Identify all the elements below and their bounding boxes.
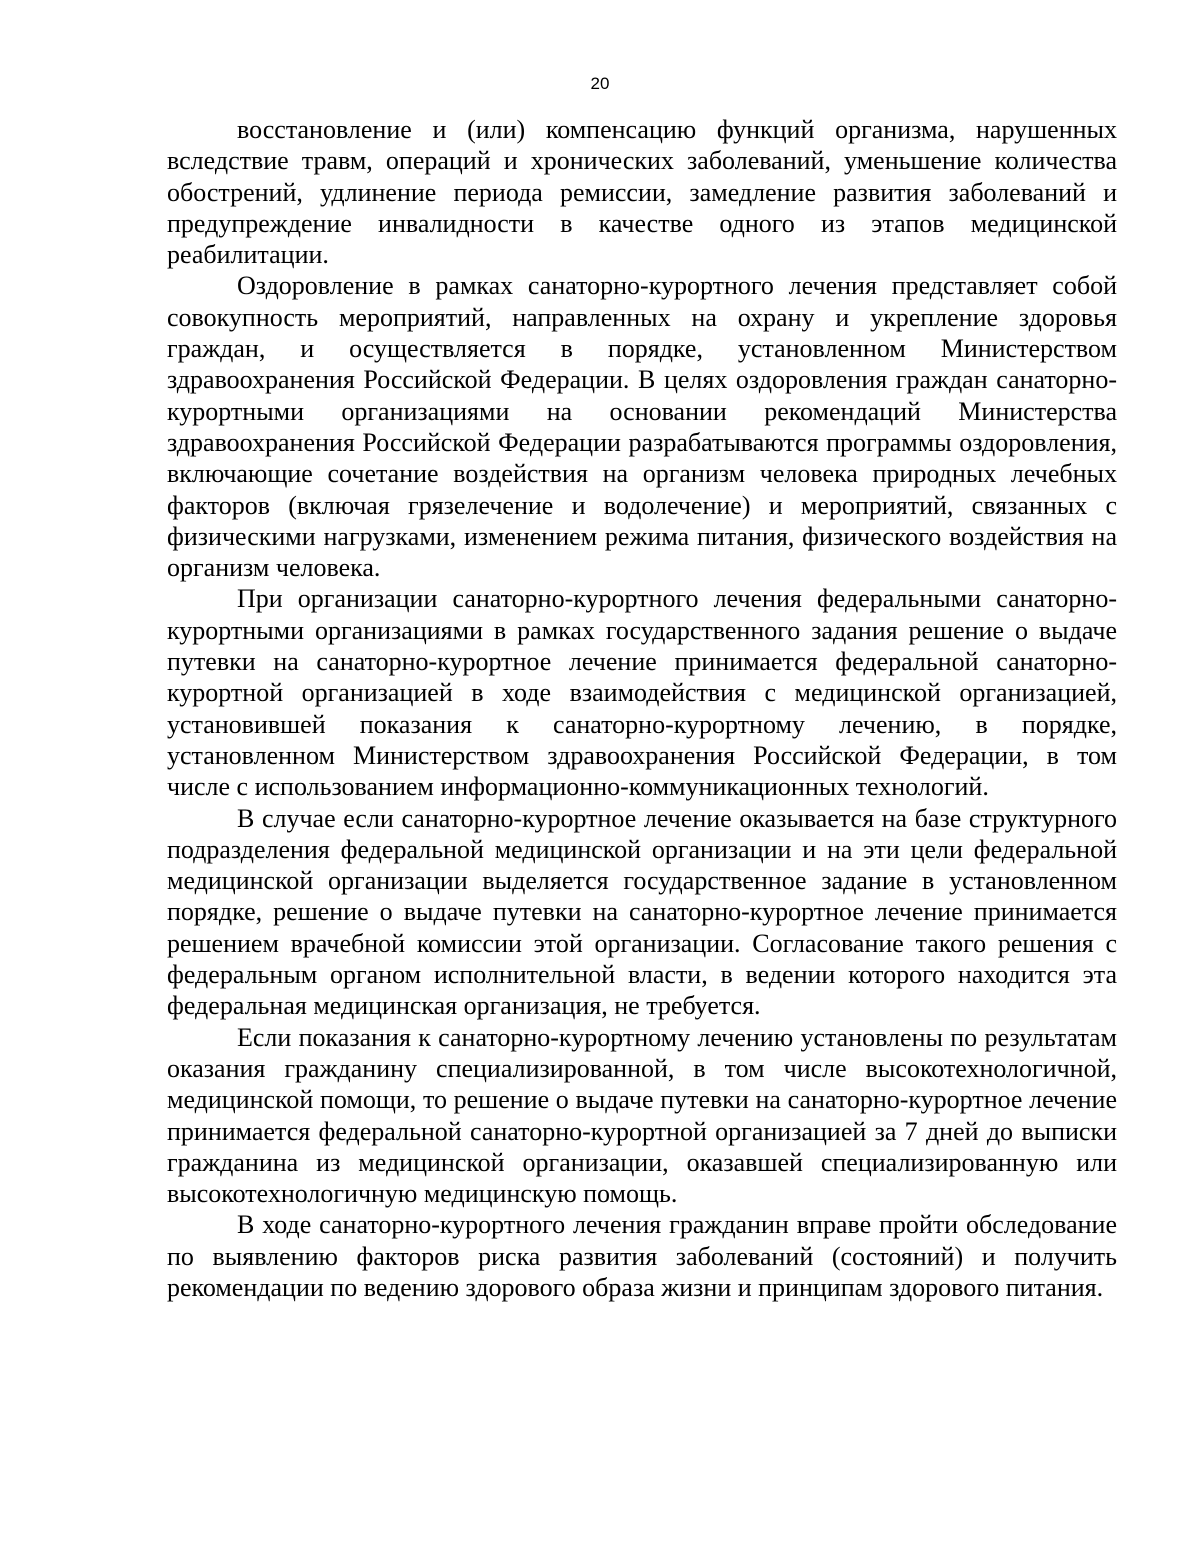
paragraph-specialized-care: Если показания к санаторно-курортному лечению установлены по результатам оказания гражданину специализированной, в том числе высокотехнологичной, медицинской помощи, то решение о выдаче путевки на санаторно-курортное лечение принимается федеральной санаторно-курортной организацией за 7 дней до выписки гражданина из медицинской организации, оказавшей специализированную или высокотехнологичную медицинскую помощь. (167, 1022, 1117, 1209)
document-body (167, 114, 1117, 1303)
paragraph-structural-unit: В случае если санаторно-курортное лечение оказывается на базе структурного подразделения федеральной медицинской организации и на эти цели федеральной медицинской организации выделяется государственное задание в установленном порядке, решение о выдаче путевки на санаторно-курортное лечение принимается решением врачебной комиссии этой организации. Согласование такого решения с федеральным органом исполнительной власти, в ведении которого находится эта федеральная медицинская организация, не требуется. (167, 803, 1117, 1021)
paragraph-federal-organizations: При организации санаторно-курортного лечения федеральными санаторно-курортными организациями в рамках государственного задания решение о выдаче путевки на санаторно-курортное лечение принимается федеральной санаторно-курортной организацией в ходе взаимодействия с медицинской организацией, установившей показания к санаторно-курортному лечению, в порядке, установленном Министерством здравоохранения Российской Федерации, в том числе с использованием информационно-коммуникационных технологий. (167, 584, 1117, 802)
paragraph-examination: В ходе санаторно-курортного лечения гражданин вправе пройти обследование по выявлению факторов риска развития заболеваний (состояний) и получить рекомендации по ведению здорового образа жизни и принципам здорового питания. (167, 1210, 1117, 1302)
paragraph-continuation: восстановление и (или) компенсацию функций организма, нарушенных вследствие травм, операций и хронических заболеваний, уменьшение количества обострений, удлинение периода ремиссии, замедление развития заболеваний и предупреждение инвалидности в качестве одного из этапов медицинской реабилитации. (167, 115, 1117, 270)
paragraph-health-improvement: Оздоровление в рамках санаторно-курортного лечения представляет собой совокупность мероприятий, направленных на охрану и укрепление здоровья граждан, и осуществляется в порядке, установленном Министерством здравоохранения Российской Федерации. В целях оздоровления граждан санаторно-курортными организациями на основании рекомендаций Министерства здравоохранения Российской Федерации разрабатываются программы оздоровления, включающие сочетание воздействия на организм человека природных лечебных факторов (включая грязелечение и водолечение) и мероприятий, связанных с физическими нагрузками, изменением режима питания, физического воздействия на организм человека. (167, 271, 1117, 583)
page-number: 20 (590, 74, 610, 93)
